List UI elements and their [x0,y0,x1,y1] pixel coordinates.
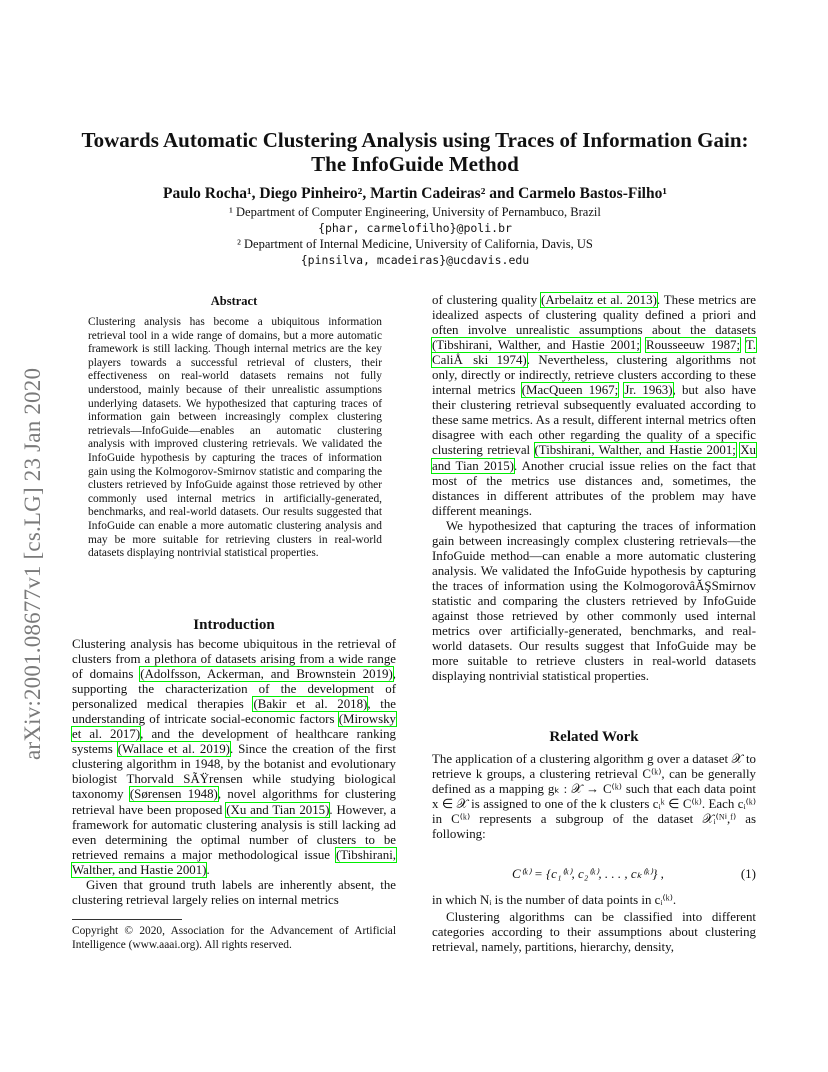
citation-link[interactable]: (Tibshirani, Walther, and Hastie 2001; [432,338,640,353]
equation-1 [432,864,756,886]
citation-link[interactable]: (Adolfsson, Ackerman, and Brownstein 2019) [140,667,393,682]
affiliation-2: ² Department of Internal Medicine, University of California, Davis, US [237,237,593,251]
citation-link[interactable]: Jr. 1963) [624,383,673,398]
related-work-paragraph-2: Clustering algorithms can be classified into different categories according to their assumptions about clustering retrieval, namely, partitions, hierarchy, density, [432,910,756,955]
right-column-body [432,293,756,684]
right-paragraph-2: We hypothesized that capturing the traces of information gain between increasingly complex clustering retrievals—the InfoGuide method—can enable a more automatic clustering analysis. We validated the InfoGuide hypothesis by capturing the traces of information using the KolmogorovâĂŞSmirnov statistic and comparing the clusters retrieved by InfoGuide against those retrieved by other commonly used internal metrics over artificially-generated, benchmarks, and real-world datasets. Our results suggest that InfoGuide may be more suitable to retrieve clusters in real-world datasets displaying nontrivial statistical properties. [432,518,756,684]
introduction-paragraph-2: Given that ground truth labels are inherently absent, the clustering retrieval largely relies on internal metrics [72,877,396,907]
related-work-heading: Related Work [549,729,639,745]
citation-link[interactable]: (Bakir et al. 2018) [253,697,368,712]
introduction-body [72,637,396,908]
introduction-paragraph-1: Clustering analysis has become ubiquitous in the retrieval of clusters from a plethora of datasets arising from a wide range of domains (Adolfsson, Ackerman, and Brownstein 2019), supporting the characterization of the development of personalized medical therapies (Bakir et al. 2018), the understanding of intricate social-economic factors (Mirowsky et al. 2017), and the development of healthcare ranking systems (Wallace et al. 2019). Since the creation of the first clustering algorithm in 1948, by the botanist and evolutionary biologist Thorvald SÃŸrensen while studying biological taxonomy (Sørensen 1948), novel algorithms for clustering retrieval have been proposed (Xu and Tian 2015). However, a framework for automatic clustering analysis is still lacking ad even determining the optimal number of clusters to be retrieved remains a major methodological issue (Tibshirani, Walther, and Hastie 2001). [72,637,396,877]
citation-link[interactable]: Xu and Tian 2015) [432,443,756,473]
citation-link[interactable]: (Tibshirani, Walther, and Hastie 2001; [534,443,736,458]
author-list: Paulo Rocha¹, Diego Pinheiro², Martin Cadeiras² and Carmelo Bastos-Filho¹ [163,185,667,202]
affiliation-1: ¹ Department of Computer Engineering, University of Pernambuco, Brazil [229,205,601,219]
abstract-heading: Abstract [210,294,258,308]
citation-link[interactable]: Rousseeuw 1987; [645,338,741,353]
citation-link[interactable]: (Tibshirani, Walther, and Hastie 2001) [72,847,396,877]
email-2: {pinsilva, mcadeiras}@ucdavis.edu [300,253,530,267]
footnote-rule [72,919,182,920]
introduction-heading: Introduction [193,617,275,633]
equation-number: (1) [740,866,756,881]
citation-link[interactable]: (Arbelaitz et al. 2013) [541,293,657,307]
related-work-after-equation: in which Nᵢ is the number of data points in cᵢ⁽ᵏ⁾. [432,893,677,907]
citation-link[interactable]: (Sørensen 1948) [129,787,218,802]
paper-title: Towards Automatic Clustering Analysis using Traces of Information Gain: The InfoGuide Method [81,128,749,176]
related-work-paragraph-1: The application of a clustering algorithm g over a dataset 𝒳 to retrieve k groups, a clustering retrieval C⁽ᵏ⁾, can be generally defined as a mapping gₖ : 𝒳 → C⁽ᵏ⁾ such that each data point x ∈ 𝒳 is assigned to one of the k clusters cᵢᵏ ∈ C⁽ᵏ⁾. Each cᵢ⁽ᵏ⁾ in C⁽ᵏ⁾ represents a subgroup of the dataset 𝒳ᵢ⁽ᴺⁱ,ᶠ⁾ as following: [432,752,756,842]
citation-link[interactable]: T. CaliÅski 1974) [432,338,756,368]
copyright-notice: Copyright © 2020, Association for the Advancement of Artificial Intelligence (www.aaai.org). All rights reserved. [72,925,396,951]
citation-link[interactable]: (MacQueen 1967; [521,383,619,398]
right-paragraph-1: of clustering quality (Arbelaitz et al. 2013). These metrics are idealized aspects of clustering quality defined a priori and often involve unrealistic assumptions about the datasets (Tibshirani, Walther, and Hastie 2001; Rousseeuw 1987; T. CaliÅski 1974). Nevertheless, clustering algorithms not only, directly or indirectly, retrieve clusters according to these internal metrics (MacQueen 1967; Jr. 1963), but also have their clustering retrieval subsequently evaluated according to these same metrics. As a result, different internal metrics often disagree with each other regarding the quality of a specific clustering retrieval (Tibshirani, Walther, and Hastie 2001; Xu and Tian 2015). Another crucial issue relies on the fact that most of the metrics use distances and, sometimes, the distances in different attributes of the problem may have different meanings. [432,293,756,518]
citation-link[interactable]: (Mirowsky et al. 2017) [72,712,396,742]
citation-link[interactable]: (Xu and Tian 2015) [226,802,330,817]
abstract-text: Clustering analysis has become a ubiquitous information retrieval tool in a wide range of domains, but a more automatic framework is still lacking. Though internal metrics are the key players towards a successful retrieval of clusters, their effectiveness on real-world datasets remains not fully understood, mainly because of their unrealistic assumptions underlying datasets. We hypothesized that capturing traces of information gain between increasingly complex clustering retrievals—InfoGuide—enables an automatic clustering analysis with improved clustering retrievals. We validated the InfoGuide hypothesis by capturing the traces of information gain using the Kolmogorov-Smirnov statistic and comparing the clusters retrieved by InfoGuide against those retrieved by other commonly used internal metrics in artificially-generated, benchmarks, and real-world datasets. Our results suggested that InfoGuide can enable a more automatic clustering analysis and may be more suitable for retrieving clusters in real-world datasets displaying nontrivial statistical properties. [88,316,382,560]
email-1: {phar, carmelofilho}@poli.br [318,221,512,235]
arxiv-stamp [20,367,45,780]
equation-body: C⁽ᵏ⁾ = {c₁⁽ᵏ⁾, c₂⁽ᵏ⁾, . . . , cₖ⁽ᵏ⁾} , [512,866,664,881]
citation-link[interactable]: (Wallace et al. 2019) [117,742,230,757]
arxiv-stamp-text: arXiv:2001.08677v1 [cs.LG] 23 Jan 2020 [20,367,45,760]
